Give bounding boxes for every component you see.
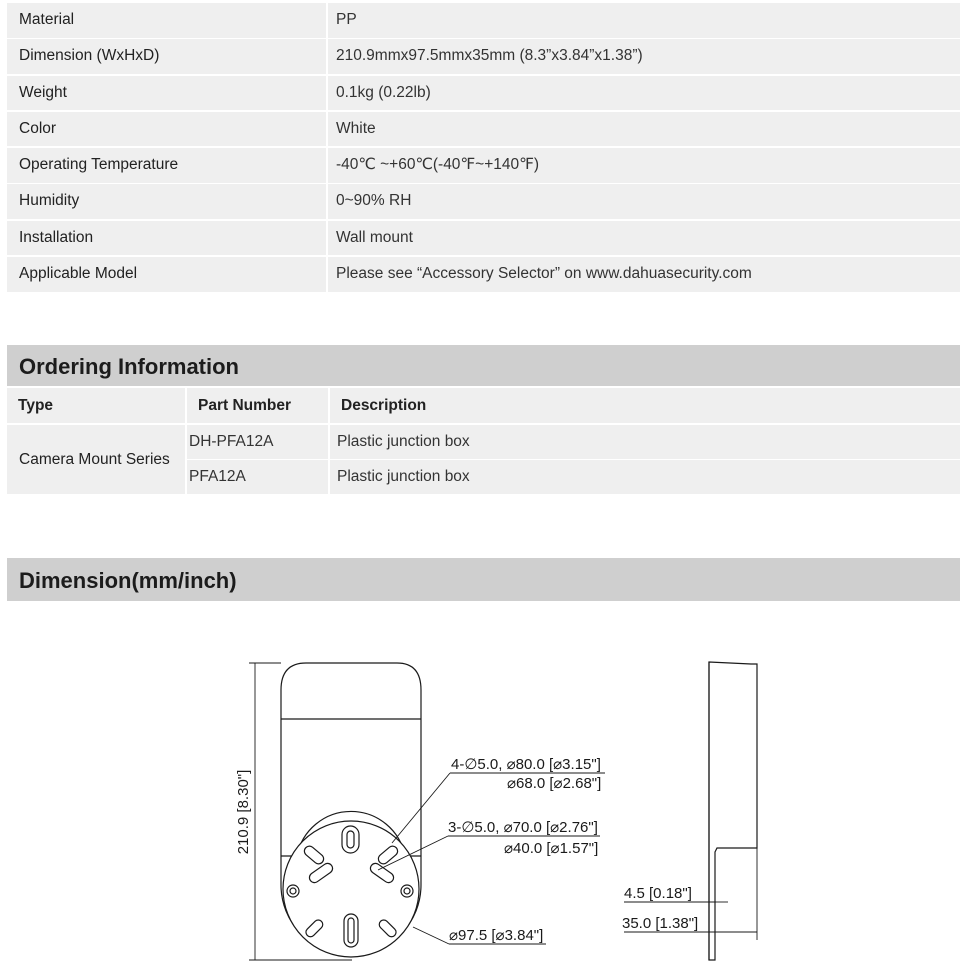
height-label: 210.9 [8.30"]	[235, 769, 252, 855]
holes4-label-b: ⌀68.0 [⌀2.68"]	[507, 775, 602, 792]
spec-value: Wall mount	[328, 221, 960, 256]
type-cell: Camera Mount Series	[7, 425, 185, 494]
spec-value: 0~90% RH	[328, 184, 960, 219]
part-number-cell: DH-PFA12A	[187, 425, 328, 459]
part-number-cell: PFA12A	[187, 460, 328, 494]
description-cell: Plastic junction box	[330, 425, 960, 459]
depth-small-label: 4.5 [0.18"]	[624, 885, 692, 902]
holes3-label-a: 3-∅5.0, ⌀70.0 [⌀2.76"]	[448, 819, 598, 836]
spec-label: Humidity	[7, 184, 326, 219]
spec-label: Color	[7, 112, 326, 147]
description-cell: Plastic junction box	[330, 460, 960, 494]
depth-total-label: 35.0 [1.38"]	[622, 915, 699, 932]
spec-row-installation	[7, 221, 960, 256]
side-view-outline	[709, 662, 757, 960]
ordering-information-heading: Ordering Information	[7, 345, 960, 386]
spec-row-weight	[7, 76, 960, 111]
spec-row-operating-temperature	[7, 148, 960, 183]
leader-diameter	[413, 927, 449, 944]
spec-label: Dimension (WxHxD)	[7, 39, 326, 74]
column-header-part-number: Part Number	[187, 388, 328, 423]
ordering-rows	[187, 425, 960, 494]
plate-circle	[283, 821, 419, 957]
holes3-label-b: ⌀40.0 [⌀1.57"]	[504, 840, 599, 857]
spec-value: PP	[328, 3, 960, 38]
ordering-table-body	[7, 425, 960, 494]
ordering-table	[7, 388, 960, 494]
spec-value: -40℃ ~+60℃(-40℉~+140℉)	[328, 148, 960, 183]
specifications-table	[7, 3, 960, 293]
spec-label: Material	[7, 3, 326, 38]
spec-value: 0.1kg (0.22lb)	[328, 76, 960, 111]
spec-row-color	[7, 112, 960, 147]
dimension-drawing	[0, 610, 960, 973]
diameter-label: ⌀97.5 [⌀3.84"]	[449, 927, 544, 944]
spec-label: Operating Temperature	[7, 148, 326, 183]
dimension-heading: Dimension(mm/inch)	[7, 558, 960, 601]
spec-value: Please see “Accessory Selector” on www.dahuasecurity.com	[328, 257, 960, 292]
spec-label: Installation	[7, 221, 326, 256]
spec-label: Applicable Model	[7, 257, 326, 292]
spec-label: Weight	[7, 76, 326, 111]
spec-value: 210.9mmx97.5mmx35mm (8.3”x3.84”x1.38”)	[328, 39, 960, 74]
spec-row-applicable-model	[7, 257, 960, 292]
table-row	[187, 425, 960, 459]
spec-row-humidity	[7, 184, 960, 219]
column-header-type: Type	[7, 388, 185, 423]
holes4-label-a: 4-∅5.0, ⌀80.0 [⌀3.15"]	[451, 756, 601, 773]
spec-row-material	[7, 3, 960, 38]
ordering-table-header	[7, 388, 960, 423]
spec-value: White	[328, 112, 960, 147]
spec-row-dimension	[7, 39, 960, 74]
table-row	[187, 460, 960, 494]
column-header-description: Description	[330, 388, 960, 423]
